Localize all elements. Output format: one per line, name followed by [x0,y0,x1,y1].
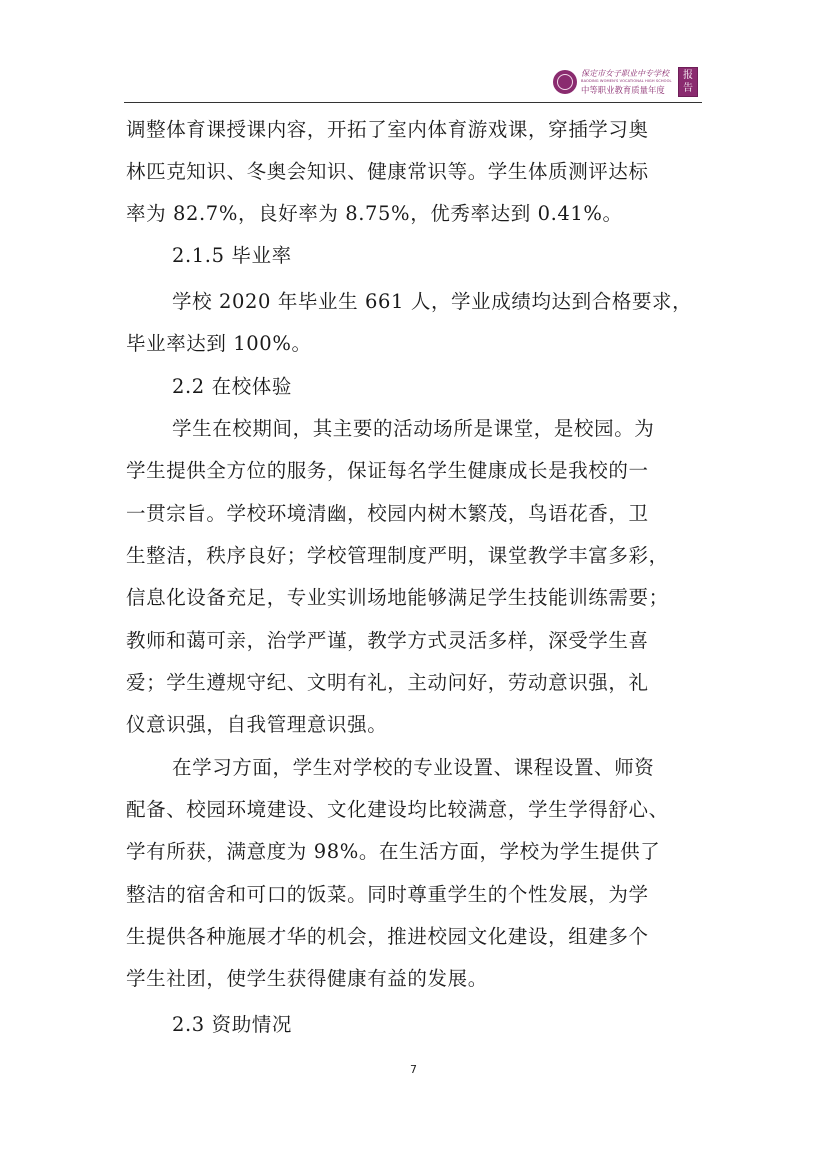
text-line: 学有所获，满意度为 98%。在生活方面，学校为学生提供了 [126,840,661,863]
section-heading: 2.1.5 毕业率 [172,244,292,267]
text-line: 率为 82.7%，良好率为 8.75%，优秀率达到 0.41%。 [126,202,623,225]
page-number: 7 [410,1063,417,1076]
text-line: 教师和蔼可亲，治学严谨，教学方式灵活多样，深受学生喜 [126,629,649,652]
header-divider [124,102,702,103]
school-emblem-icon [553,70,577,94]
section-heading: 2.2 在校体验 [172,375,293,398]
text-line: 毕业率达到 100%。 [126,332,312,355]
text-line: 调整体育课授课内容，开拓了室内体育游戏课，穿插学习奥 [126,118,649,141]
text-line: 仪意识强，自我管理意识强。 [126,713,388,736]
text-line: 生提供各种施展才华的机会，推进校园文化建设，组建多个 [126,925,649,948]
report-badge-label: 报告 [683,70,693,94]
text-line: 配备、校园环境建设、文化建设均比较满意，学生学得舒心、 [126,798,669,821]
report-badge [678,67,698,97]
text-line: 爱；学生遵规守纪、文明有礼，主动问好，劳动意识强，礼 [126,671,649,694]
text-line: 学生社团，使学生获得健康有益的发展。 [126,967,488,990]
text-line: 林匹克知识、冬奥会知识、健康常识等。学生体质测评达标 [126,160,649,183]
logo-school-name: 保定市女子职业中专学校 [581,69,669,78]
text-line: 信息化设备充足，专业实训场地能够满足学生技能训练需要； [126,586,669,609]
text-line: 整洁的宿舍和可口的饭菜。同时尊重学生的个性发展，为学 [126,883,649,906]
text-line: 一贯宗旨。学校环境清幽，校园内树木繁茂，鸟语花香，卫 [126,502,649,525]
text-line: 学生在校期间，其主要的活动场所是课堂，是校园。为 [172,417,655,440]
text-line: 学生提供全方位的服务，保证每名学生健康成长是我校的一 [126,459,649,482]
text-line: 生整洁，秩序良好；学校管理制度严明，课堂教学丰富多彩， [126,544,669,567]
text-line: 在学习方面，学生对学校的专业设置、课程设置、师资 [172,756,655,779]
header-logo [553,66,701,100]
section-heading: 2.3 资助情况 [172,1013,293,1036]
text-line: 学校 2020 年毕业生 661 人，学业成绩均达到合格要求， [172,290,693,313]
logo-report-title: 中等职业教育质量年度 [581,85,665,95]
logo-school-name-en: BAODING WOMEN'S VOCATIONAL HIGH SCHOOL [581,79,672,83]
